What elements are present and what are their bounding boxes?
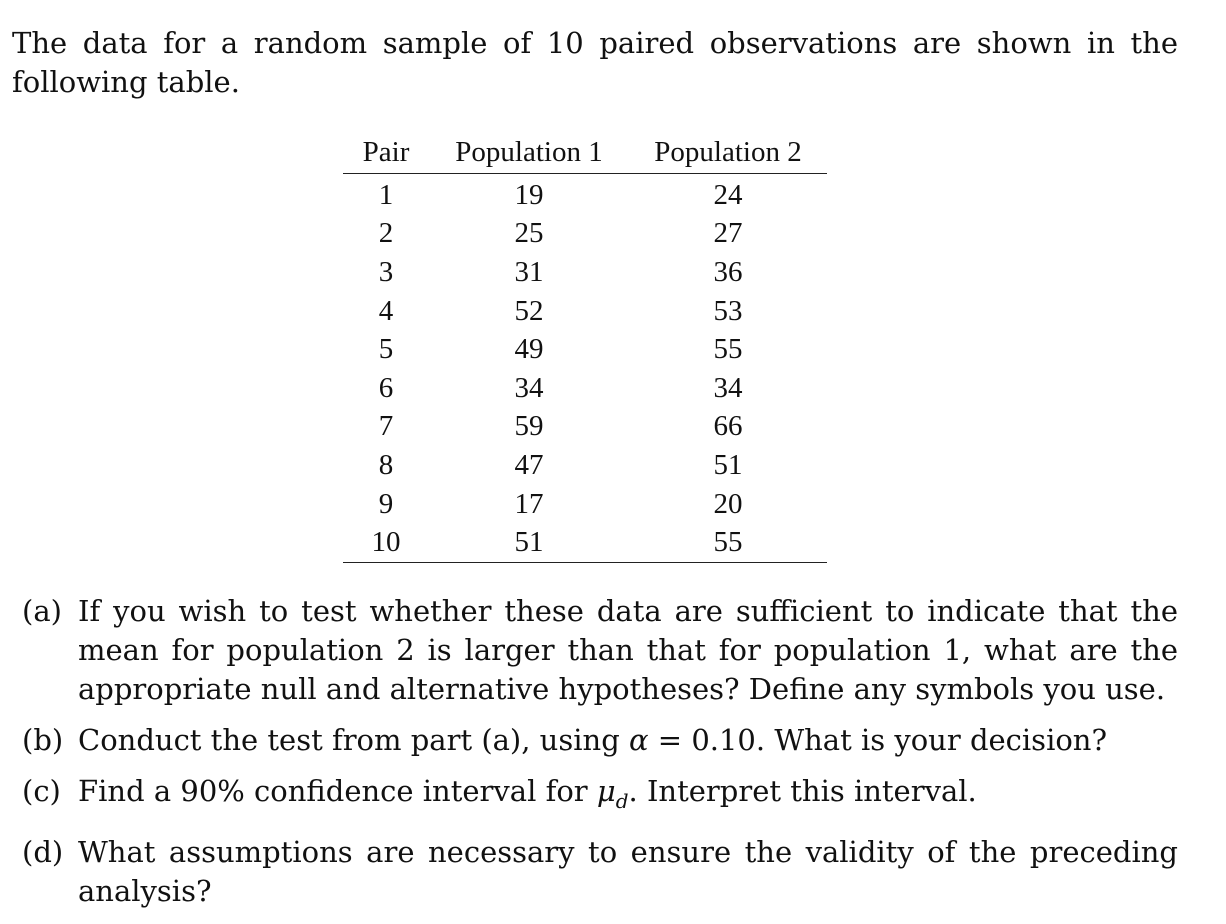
cell-pair: 2	[378, 217, 394, 250]
question-list	[22, 592, 1178, 923]
cell-population-1: 17	[514, 487, 544, 520]
cell-population-1: 52	[514, 294, 544, 327]
table-row	[343, 369, 827, 408]
question-d	[22, 833, 1178, 911]
mu-subscript: d	[615, 788, 629, 813]
cell-pair: 4	[378, 294, 394, 327]
text-segment: Conduct the test from part (a), using	[78, 723, 629, 757]
table-row	[343, 292, 827, 331]
header-population-2: Population 2	[629, 133, 827, 174]
header-population-1: Population 1	[429, 133, 629, 174]
cell-population-2: 55	[629, 523, 827, 562]
table-row	[343, 253, 827, 292]
intro-paragraph: The data for a random sample of 10 paired observations are shown in the following table.	[12, 26, 1178, 99]
alpha-symbol: α	[628, 723, 649, 757]
cell-pair: 3	[378, 255, 394, 288]
cell-population-1: 59	[514, 410, 544, 443]
table-header-row	[343, 133, 827, 174]
table-row	[343, 330, 827, 369]
mu-symbol: μ	[596, 774, 616, 808]
question-label: (a)	[22, 594, 62, 628]
table-row	[343, 215, 827, 254]
text-segment: Find a 90% confidence interval for	[78, 774, 597, 808]
cell-pair: 7	[378, 410, 394, 443]
table-row	[343, 523, 827, 562]
paired-observations-table	[343, 133, 827, 563]
question-text: What assumptions are necessary to ensure the validity of the preceding analysis?	[78, 834, 1178, 908]
cell-pair: 5	[378, 333, 394, 366]
cell-population-1: 25	[514, 217, 544, 250]
cell-population-2: 34	[713, 371, 743, 404]
cell-population-2: 20	[713, 487, 743, 520]
question-b	[22, 721, 1178, 760]
cell-population-2: 53	[713, 294, 743, 327]
question-text	[78, 772, 1178, 821]
cell-pair: 10	[343, 523, 429, 562]
cell-population-2: 36	[713, 255, 743, 288]
cell-population-1: 47	[514, 448, 544, 481]
cell-population-1: 49	[514, 333, 544, 366]
question-a	[22, 592, 1178, 709]
cell-pair: 6	[378, 371, 394, 404]
cell-pair: 1	[378, 178, 394, 211]
question-label: (b)	[22, 723, 64, 757]
cell-population-1: 31	[514, 255, 544, 288]
cell-pair: 9	[378, 487, 394, 520]
cell-population-1: 51	[429, 523, 629, 562]
table-body	[343, 174, 827, 563]
question-text: If you wish to test whether these data are sufficient to indicate that the mean for population 2 is larger than that for population 1, what are the appropriate null and alternative hypotheses? Define any symbols you use.	[78, 594, 1178, 706]
table-row	[343, 446, 827, 485]
table-row	[343, 485, 827, 524]
text-segment: = 0.10. What is your decision?	[648, 723, 1108, 757]
question-text	[78, 721, 1178, 760]
question-label: (c)	[22, 774, 61, 808]
cell-population-2: 24	[713, 178, 743, 211]
cell-population-2: 66	[713, 410, 743, 443]
header-pair: Pair	[343, 133, 429, 174]
question-label: (d)	[22, 834, 64, 869]
table-row	[343, 408, 827, 447]
question-c	[22, 772, 1178, 821]
cell-population-2: 27	[713, 217, 743, 250]
cell-population-1: 19	[514, 178, 544, 211]
cell-population-1: 34	[514, 371, 544, 404]
text-segment: . Interpret this interval.	[628, 774, 977, 808]
cell-population-2: 51	[713, 448, 743, 481]
table-row	[343, 174, 827, 215]
cell-pair: 8	[378, 448, 394, 481]
cell-population-2: 55	[713, 333, 743, 366]
